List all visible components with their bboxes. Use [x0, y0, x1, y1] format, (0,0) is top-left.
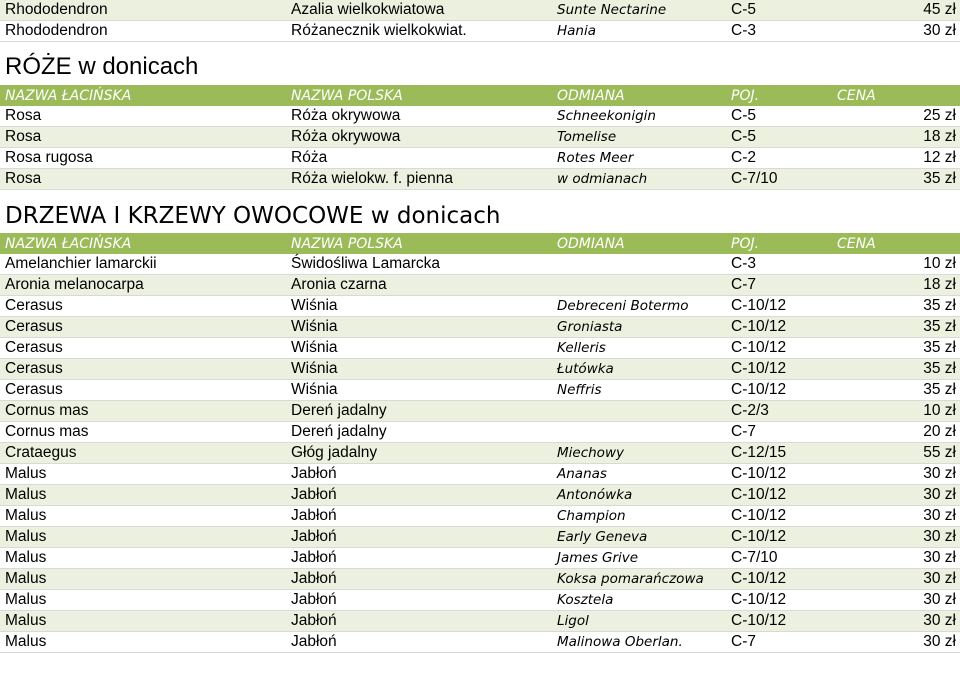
variety-cell: Malinowa Oberlan. — [557, 634, 683, 650]
table-row — [0, 21, 960, 42]
table-row — [0, 632, 960, 653]
header-price: CENA — [837, 87, 876, 104]
latin-name-cell: Malus — [5, 549, 47, 566]
container-cell: C-7 — [731, 276, 756, 293]
table-row — [0, 611, 960, 632]
price-cell: 35 zł — [923, 360, 956, 377]
variety-cell: Kosztela — [557, 592, 614, 608]
section-title-fruit: DRZEWA I KRZEWY OWOCOWE w donicach — [5, 203, 501, 229]
polish-name-cell: Głóg jadalny — [291, 444, 378, 461]
latin-name-cell: Malus — [5, 528, 47, 545]
variety-cell: Antonówka — [557, 487, 633, 503]
header-container: POJ. — [731, 87, 760, 104]
latin-name-cell: Cerasus — [5, 297, 63, 314]
price-cell: 10 zł — [923, 255, 956, 272]
container-cell: C-5 — [731, 1, 756, 18]
latin-name-cell: Malus — [5, 591, 47, 608]
latin-name-cell: Cerasus — [5, 360, 63, 377]
table-row — [0, 106, 960, 127]
latin-name-cell: Malus — [5, 633, 47, 650]
polish-name-cell: Róża wielokw. f. pienna — [291, 170, 453, 187]
container-cell: C-10/12 — [731, 507, 787, 524]
roses-header-row — [0, 85, 960, 106]
price-cell: 25 zł — [923, 107, 956, 124]
latin-name-cell: Aronia melanocarpa — [5, 276, 144, 293]
polish-name-cell: Jabłoń — [291, 486, 337, 503]
price-cell: 30 zł — [923, 549, 956, 566]
price-cell: 45 zł — [923, 1, 956, 18]
latin-name-cell: Rosa — [5, 170, 42, 187]
container-cell: C-10/12 — [731, 318, 787, 335]
price-cell: 30 zł — [923, 528, 956, 545]
container-cell: C-3 — [731, 22, 756, 39]
container-cell: C-2/3 — [731, 402, 769, 419]
table-row — [0, 338, 960, 359]
container-cell: C-7/10 — [731, 170, 778, 187]
latin-name-cell: Amelanchier lamarckii — [5, 255, 157, 272]
container-cell: C-10/12 — [731, 591, 787, 608]
variety-cell: Koksa pomarańczowa — [557, 571, 704, 587]
price-cell: 35 zł — [923, 170, 956, 187]
table-row — [0, 422, 960, 443]
price-cell: 30 zł — [923, 633, 956, 650]
price-cell: 35 zł — [923, 381, 956, 398]
variety-cell: James Grive — [557, 550, 639, 566]
polish-name-cell: Wiśnia — [291, 360, 338, 377]
latin-name-cell: Crataegus — [5, 444, 77, 461]
polish-name-cell: Jabłoń — [291, 612, 337, 629]
roses-rows — [0, 106, 960, 190]
fruit-rows — [0, 254, 960, 653]
latin-name-cell: Malus — [5, 570, 47, 587]
latin-name-cell: Cornus mas — [5, 402, 89, 419]
polish-name-cell: Dereń jadalny — [291, 423, 387, 440]
container-cell: C-10/12 — [731, 297, 787, 314]
table-row — [0, 485, 960, 506]
container-cell: C-10/12 — [731, 612, 787, 629]
latin-name-cell: Malus — [5, 465, 47, 482]
container-cell: C-10/12 — [731, 381, 787, 398]
variety-cell: Debreceni Botermo — [557, 298, 689, 314]
table-row — [0, 443, 960, 464]
price-cell: 10 zł — [923, 402, 956, 419]
latin-name-cell: Malus — [5, 486, 47, 503]
table-row — [0, 148, 960, 169]
polish-name-cell: Wiśnia — [291, 297, 338, 314]
latin-name-cell: Cerasus — [5, 381, 63, 398]
table-row — [0, 380, 960, 401]
container-cell: C-5 — [731, 128, 756, 145]
table-row — [0, 569, 960, 590]
container-cell: C-10/12 — [731, 528, 787, 545]
variety-cell: Early Geneva — [557, 529, 648, 545]
polish-name-cell: Jabłoń — [291, 507, 337, 524]
polish-name-cell: Róża okrywowa — [291, 107, 401, 124]
table-row — [0, 0, 960, 21]
header-latin-name: NAZWA ŁACIŃSKA — [5, 235, 132, 252]
variety-cell: Łutówka — [557, 361, 614, 377]
variety-cell: Neffris — [557, 382, 602, 398]
spacer — [0, 42, 960, 50]
latin-name-cell: Rosa — [5, 107, 42, 124]
polish-name-cell: Wiśnia — [291, 339, 338, 356]
fruit-header-row — [0, 233, 960, 254]
price-cell: 12 zł — [923, 149, 956, 166]
table-row — [0, 275, 960, 296]
price-cell: 30 zł — [923, 591, 956, 608]
latin-name-cell: Cornus mas — [5, 423, 89, 440]
polish-name-cell: Aronia czarna — [291, 276, 387, 293]
price-cell: 30 zł — [923, 570, 956, 587]
container-cell: C-3 — [731, 255, 756, 272]
header-container: POJ. — [731, 235, 760, 252]
header-price: CENA — [837, 235, 876, 252]
container-cell: C-5 — [731, 107, 756, 124]
price-cell: 18 zł — [923, 128, 956, 145]
price-cell: 55 zł — [923, 444, 956, 461]
table-row — [0, 464, 960, 485]
variety-cell: w odmianach — [557, 171, 648, 187]
price-cell: 30 zł — [923, 22, 956, 39]
price-cell: 30 zł — [923, 612, 956, 629]
table-row — [0, 127, 960, 148]
variety-cell: Miechowy — [557, 445, 624, 461]
variety-cell: Ananas — [557, 466, 607, 482]
polish-name-cell: Różanecznik wielkokwiat. — [291, 22, 467, 39]
table-row — [0, 401, 960, 422]
container-cell: C-10/12 — [731, 465, 787, 482]
rhododendron-rows — [0, 0, 960, 42]
table-row — [0, 317, 960, 338]
table-row — [0, 506, 960, 527]
latin-name-cell: Malus — [5, 507, 47, 524]
spacer — [0, 190, 960, 198]
price-cell: 30 zł — [923, 507, 956, 524]
container-cell: C-7 — [731, 633, 756, 650]
price-cell: 30 zł — [923, 486, 956, 503]
header-polish-name: NAZWA POLSKA — [291, 87, 403, 104]
polish-name-cell: Róża — [291, 149, 328, 166]
container-cell: C-7/10 — [731, 549, 778, 566]
variety-cell: Groniasta — [557, 319, 623, 335]
variety-cell: Ligol — [557, 613, 589, 629]
polish-name-cell: Jabłoń — [291, 633, 337, 650]
latin-name-cell: Rosa rugosa — [5, 149, 93, 166]
header-variety: ODMIANA — [557, 87, 625, 104]
container-cell: C-10/12 — [731, 360, 787, 377]
variety-cell: Schneekonigin — [557, 108, 656, 124]
table-row — [0, 527, 960, 548]
polish-name-cell: Jabłoń — [291, 528, 337, 545]
variety-cell: Hania — [557, 23, 597, 39]
container-cell: C-12/15 — [731, 444, 787, 461]
container-cell: C-10/12 — [731, 339, 787, 356]
table-row — [0, 590, 960, 611]
variety-cell: Tomelise — [557, 129, 617, 145]
polish-name-cell: Wiśnia — [291, 381, 338, 398]
price-cell: 35 zł — [923, 318, 956, 335]
header-variety: ODMIANA — [557, 235, 625, 252]
price-cell: 30 zł — [923, 465, 956, 482]
polish-name-cell: Jabłoń — [291, 591, 337, 608]
variety-cell: Kelleris — [557, 340, 606, 356]
polish-name-cell: Jabłoń — [291, 465, 337, 482]
header-latin-name: NAZWA ŁACIŃSKA — [5, 87, 132, 104]
table-row — [0, 548, 960, 569]
price-cell: 35 zł — [923, 339, 956, 356]
price-cell: 35 zł — [923, 297, 956, 314]
table-row — [0, 254, 960, 275]
section-title-roses: RÓŻE w donicach — [5, 53, 199, 80]
latin-name-cell: Rosa — [5, 128, 42, 145]
latin-name-cell: Malus — [5, 612, 47, 629]
variety-cell: Sunte Nectarine — [557, 2, 667, 18]
table-row — [0, 296, 960, 317]
table-row — [0, 169, 960, 190]
container-cell: C-7 — [731, 423, 756, 440]
polish-name-cell: Róża okrywowa — [291, 128, 401, 145]
price-cell: 20 zł — [923, 423, 956, 440]
latin-name-cell: Cerasus — [5, 318, 63, 335]
container-cell: C-10/12 — [731, 486, 787, 503]
table-row — [0, 359, 960, 380]
latin-name-cell: Rhododendron — [5, 22, 108, 39]
variety-cell: Rotes Meer — [557, 150, 634, 166]
polish-name-cell: Świdośliwa Lamarcka — [291, 255, 441, 272]
price-cell: 18 zł — [923, 276, 956, 293]
container-cell: C-10/12 — [731, 570, 787, 587]
header-polish-name: NAZWA POLSKA — [291, 235, 403, 252]
polish-name-cell: Jabłoń — [291, 549, 337, 566]
polish-name-cell: Dereń jadalny — [291, 402, 387, 419]
latin-name-cell: Cerasus — [5, 339, 63, 356]
container-cell: C-2 — [731, 149, 756, 166]
variety-cell: Champion — [557, 508, 626, 524]
polish-name-cell: Wiśnia — [291, 318, 338, 335]
polish-name-cell: Azalia wielkokwiatowa — [291, 1, 445, 18]
latin-name-cell: Rhododendron — [5, 1, 108, 18]
polish-name-cell: Jabłoń — [291, 570, 337, 587]
